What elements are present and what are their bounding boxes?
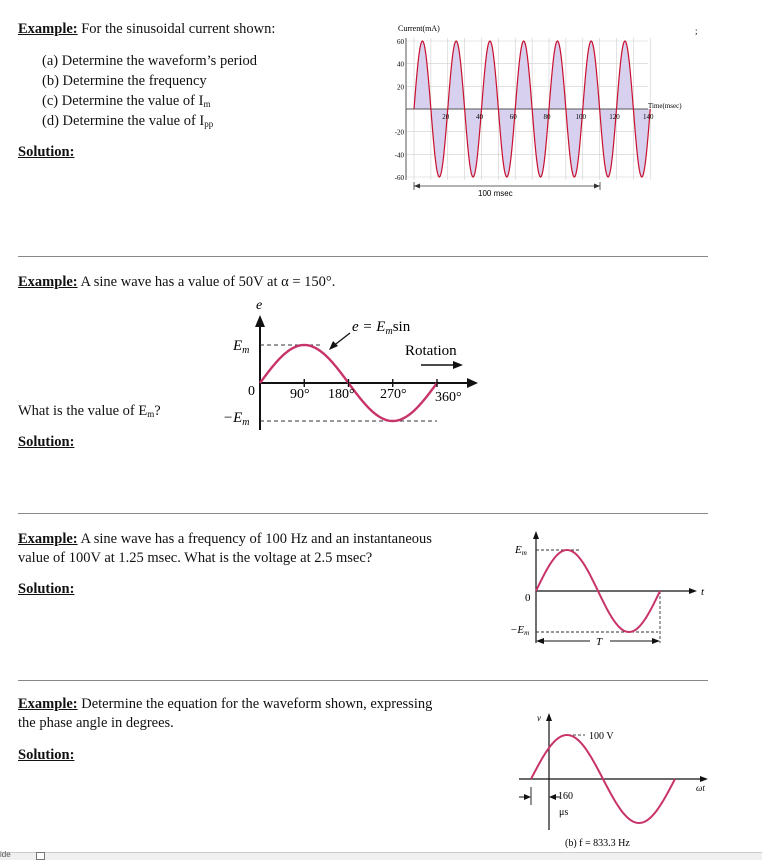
example4-solution: Solution: xyxy=(18,747,75,763)
em-label: Em xyxy=(515,544,527,557)
x-tick-label: 100 xyxy=(575,113,586,121)
neg-em-label: $-E_m$ xyxy=(223,410,250,428)
zero-label: 0 xyxy=(525,592,531,604)
period-label: T xyxy=(596,636,603,648)
em-label: $E_m$ xyxy=(233,338,250,356)
example2-heading: Example: A sine wave has a value of 50V at α = 150°. xyxy=(18,274,336,290)
angle-90: 90° xyxy=(290,387,310,402)
example4-line2: the phase angle in degrees. xyxy=(18,715,174,731)
x-tick-label: 140 xyxy=(643,113,654,121)
current-waveform-graph xyxy=(380,20,720,200)
graph-xlabel: Time(msec) xyxy=(648,102,682,110)
angle-270: 270° xyxy=(380,387,407,402)
example3-heading: Example: A sine wave has a frequency of 100 Hz and an instantaneous xyxy=(18,531,432,547)
angle-180: 180° xyxy=(328,387,355,402)
corner-mark: ; xyxy=(695,26,698,36)
amplitude-label: 100 V xyxy=(589,731,614,742)
sine-rotation-graph xyxy=(215,295,490,435)
y-tick-label: -20 xyxy=(394,128,404,137)
frequency-caption: (b) f = 833.3 Hz xyxy=(565,838,630,849)
v-label: v xyxy=(537,713,541,723)
example1-heading: Example: For the sinusoidal current shown: xyxy=(18,21,276,37)
example1-item-d: (d) Determine the value of $I_{pp}$ xyxy=(42,113,214,129)
y-tick-label: 60 xyxy=(397,38,404,46)
example3-line2: value of 100V at 1.25 msec. What is the voltage at 2.5 msec? xyxy=(18,550,373,566)
example1-item-a: (a) Determine the waveform’s period xyxy=(42,53,257,69)
x-tick-label: 40 xyxy=(476,113,483,121)
span-label: 100 msec xyxy=(478,189,513,198)
period-graph xyxy=(500,525,715,650)
divider-3 xyxy=(18,680,708,681)
angle-360: 360° xyxy=(435,390,462,405)
y-tick-labels xyxy=(395,38,405,182)
x-tick-label: 60 xyxy=(509,113,517,121)
divider-1 xyxy=(18,256,708,257)
graph-ylabel: Current(mA) xyxy=(398,24,440,33)
y-tick-label: -40 xyxy=(394,151,404,160)
shift-label: 160 xyxy=(558,791,573,802)
y-tick-label: -60 xyxy=(394,174,404,182)
zero-label: 0 xyxy=(248,384,255,399)
x-tick-label: 120 xyxy=(609,113,620,121)
equation-label: $e = E_m\sin$ xyxy=(352,319,411,337)
y-tick-label: 20 xyxy=(397,83,404,92)
example2-question: What is the value of $E_m$? xyxy=(18,403,161,419)
example4-heading: Example: Determine the equation for the waveform shown, expressing xyxy=(18,696,433,712)
omega-t-label: ωt xyxy=(696,783,705,793)
divider-2 xyxy=(18,513,708,514)
e-axis-label: e xyxy=(256,298,263,313)
t-label: t xyxy=(701,586,705,598)
example1-item-b: (b) Determine the frequency xyxy=(42,73,207,89)
y-tick-label: 40 xyxy=(397,60,404,69)
x-tick-label: 20 xyxy=(442,113,450,121)
status-bar-text: ide xyxy=(0,850,11,859)
rotation-label: Rotation xyxy=(405,343,457,359)
x-tick-label: 80 xyxy=(543,113,551,121)
example2-solution: Solution: xyxy=(18,434,75,450)
shift-unit: μs xyxy=(559,807,569,818)
example3-solution: Solution: xyxy=(18,581,75,597)
example1-solution: Solution: xyxy=(18,144,75,160)
phase-shift-graph xyxy=(505,705,720,850)
neg-em-label: −Em xyxy=(510,624,530,637)
example1-item-c: (c) Determine the value of $I_m$ xyxy=(42,93,211,109)
